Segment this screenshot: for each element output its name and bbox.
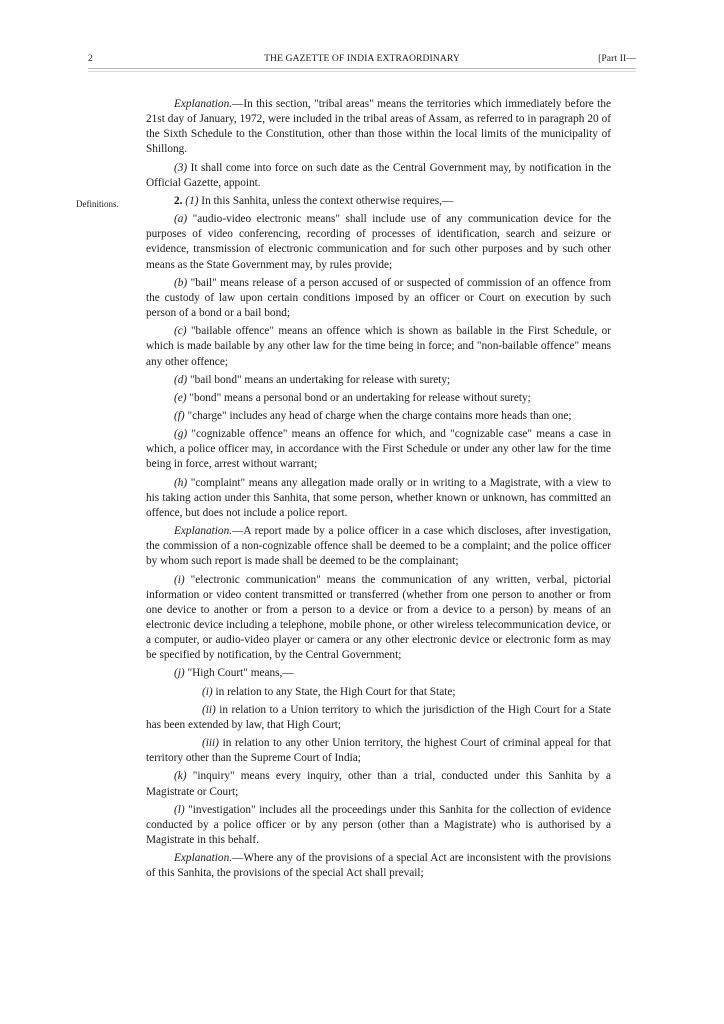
paragraph <box>146 803 611 848</box>
paragraph <box>146 276 611 321</box>
paragraph-text: "audio-video electronic means" shall include use of any communication device for the purposes of video conferencing, recording of processes of identification, search and seizure or evidence, transmission of electronic communication and for such other purposes and by such other means as the State Government may, by rules provide; <box>146 213 611 271</box>
paragraph-lead: (3) <box>174 161 188 174</box>
paragraph-lead: (k) <box>174 770 187 783</box>
paragraph-text: "investigation" includes all the proceedings under this Sanhita for the collection of evidence conducted by a police officer or by any person (other than a Magistrate) who is authorised by a Magistrate in this behalf. <box>146 803 611 847</box>
part-label: [Part II— <box>598 53 636 64</box>
paragraph-text: "bailable offence" means an offence which is shown as bailable in the First Schedule, or which is made bailable by any other law for the time being in force; and "non-bailable offence" means any other offence; <box>146 325 611 368</box>
paragraph-lead: (g) <box>174 428 188 441</box>
paragraph-lead: Explanation. <box>174 852 233 865</box>
paragraph-text: —Where any of the provisions of a special Act are inconsistent with the provisions of this Sanhita, the provisions of the special Act shall prevail; <box>146 852 611 880</box>
paragraph-lead: (h) <box>174 476 188 489</box>
paragraph-lead: (ii) <box>202 703 216 716</box>
paragraph <box>146 161 611 191</box>
page-header <box>88 53 636 69</box>
paragraph-text: in relation to any other Union territory, the highest Court of criminal appeal for that territory other than the Supreme Court of India; <box>146 737 611 765</box>
paragraph-lead: (i) <box>202 685 213 698</box>
paragraph <box>146 427 611 472</box>
paragraph-lead: (l) <box>174 803 185 816</box>
paragraph-text: —In this section, "tribal areas" means the territories which immediately before the 21st day of January, 1972, were included in the tribal areas of Assam, as referred to in paragraph 20 of the Sixth Schedule to the Constitution, other than those within the local limits of the municipality of Shillong. <box>146 98 611 156</box>
paragraph-text: —A report made by a police officer in a case which discloses, after investigation, the commission of a non-cognizable offence shall be deemed to be a complaint; and the police officer by whom such report is made shall be deemed to be the complainant; <box>146 525 611 568</box>
paragraph-text: "inquiry" means every inquiry, other than a trial, conducted under this Sanhita by a Magistrate or Court; <box>146 770 611 798</box>
header-rule-secondary <box>88 71 636 72</box>
paragraph <box>146 324 611 369</box>
paragraph-text: "High Court" means,— <box>184 667 294 680</box>
margin-note-definitions: Definitions. <box>76 199 119 209</box>
paragraph-text: "electronic communication" means the communication of any written, verbal, pictorial information or video content transmitted or transferred (whether from one person to another or from one device to another or from a person to a device or from a device to a person) by means of an electronic device including a telephone, mobile phone, or other wireless telecommunication device, or a computer, or audio-video player or camera or any other electronic device or electronic form as may be specified by notification, by the Central Government; <box>146 573 611 662</box>
paragraph-lead: (1) <box>182 194 199 207</box>
paragraph-text: "complaint" means any allegation made orally or in writing to a Magistrate, with a view to his taking action under this Sanhita, that some person, whether known or unknown, has committed an offence, but does not include a police report. <box>146 476 611 519</box>
paragraph-text: in relation to any State, the High Court for that State; <box>212 685 456 698</box>
paragraph-lead: Explanation. <box>174 98 233 110</box>
paragraph-lead: (i) <box>174 573 185 586</box>
gazette-title: THE GAZETTE OF INDIA EXTRAORDINARY <box>264 53 460 64</box>
paragraph <box>146 736 611 766</box>
paragraph-text: In this Sanhita, unless the context otherwise requires,— <box>198 194 454 207</box>
paragraph-text: "bail" means release of a person accused of or suspected of commission of an offence from the custody of law upon certain conditions imposed by an officer or Court on execution by such person of a bond or a bail bond; <box>146 276 611 320</box>
paragraph <box>146 703 611 733</box>
paragraph-lead: (e) <box>174 391 187 404</box>
paragraph <box>146 373 611 388</box>
paragraph-text: "charge" includes any head of charge when the charge contains more heads than one; <box>184 409 572 422</box>
paragraph-lead: (b) <box>174 276 188 289</box>
paragraph-text: "bail bond" means an undertaking for release with surety; <box>187 373 451 386</box>
paragraph-lead: (j) <box>174 667 185 680</box>
paragraph-lead: (iii) <box>202 737 219 750</box>
section-number: 2. <box>174 194 183 207</box>
paragraph <box>146 476 611 521</box>
paragraph-text: in relation to a Union territory to which the jurisdiction of the High Court for a State has been extended by law, that High Court; <box>146 703 611 731</box>
page-number: 2 <box>88 53 93 64</box>
document-body <box>146 97 611 885</box>
paragraph-text: "bond" means a personal bond or an undertaking for release without surety; <box>186 391 531 404</box>
paragraph <box>146 769 611 799</box>
paragraph-lead: (d) <box>174 373 188 386</box>
paragraph <box>146 851 611 881</box>
paragraph <box>146 391 611 406</box>
header-rule <box>88 68 636 69</box>
paragraph <box>146 524 611 569</box>
paragraph <box>146 212 611 273</box>
paragraph-lead: Explanation. <box>174 525 233 538</box>
paragraph-lead: (f) <box>174 409 185 422</box>
paragraph-text: "cognizable offence" means an offence for which, and "cognizable case" means a case in which, a police officer may, in accordance with the First Schedule or under any other law for the time being in force, arrest without warrant; <box>146 428 611 471</box>
paragraph <box>146 194 611 209</box>
paragraph <box>146 97 611 158</box>
paragraph <box>146 666 611 681</box>
paragraph-lead: (a) <box>174 213 188 226</box>
paragraph <box>146 409 611 424</box>
paragraph <box>146 573 611 664</box>
paragraph <box>146 685 611 700</box>
paragraph-lead: (c) <box>174 325 187 338</box>
paragraph-text: It shall come into force on such date as the Central Government may, by notification in the Official Gazette, appoint. <box>146 161 611 189</box>
